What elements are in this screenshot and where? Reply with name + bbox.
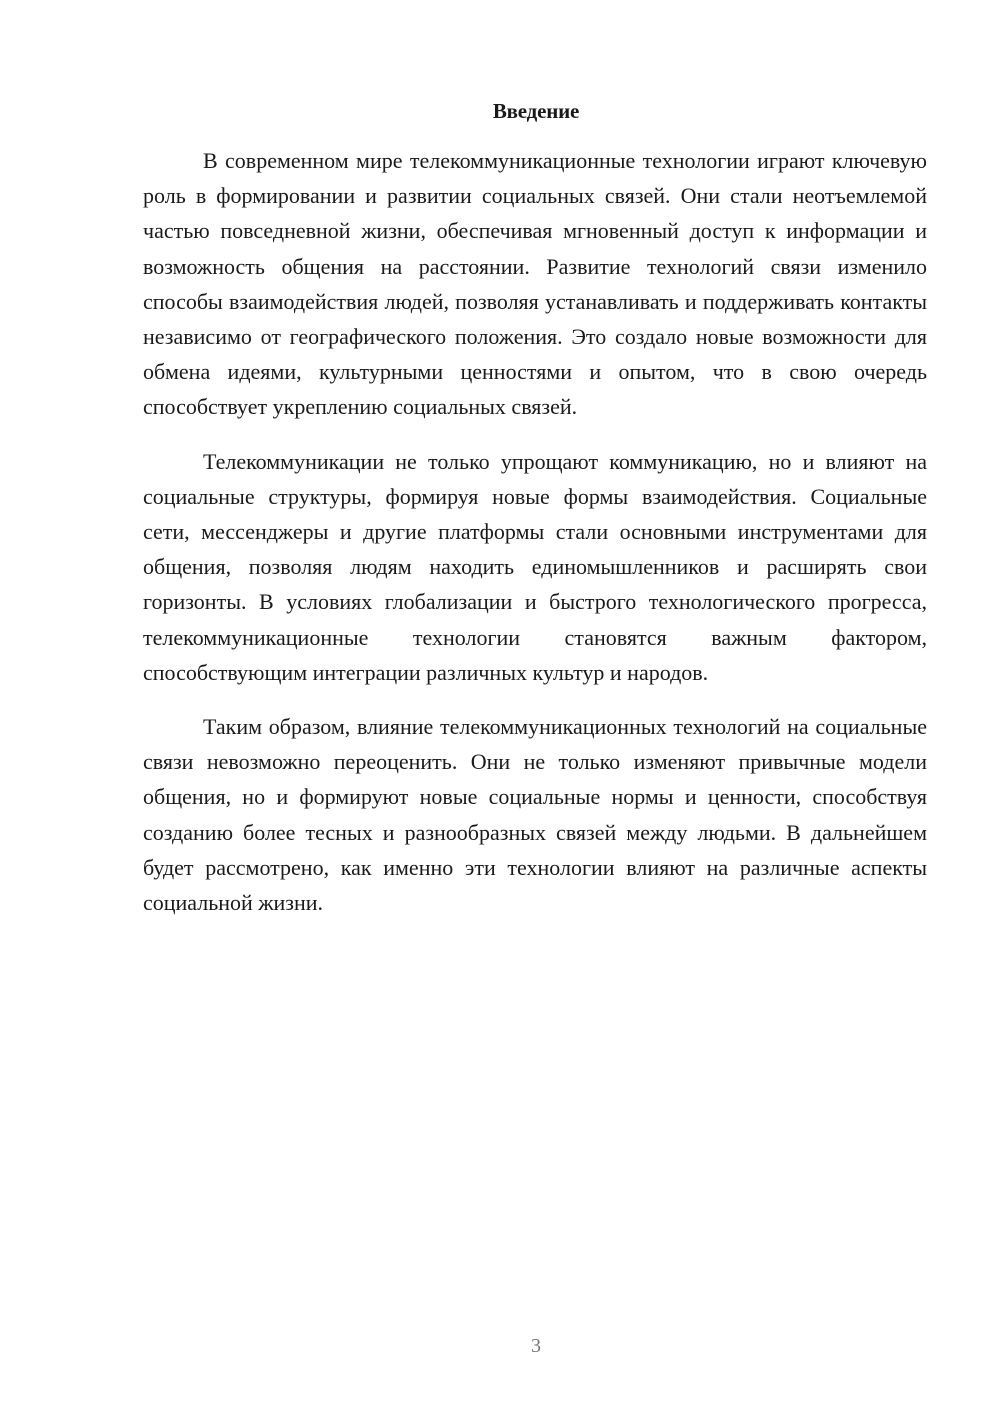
section-heading: Введение [492, 99, 580, 123]
paragraph-1: В современном мире телекоммуникационные технологии играют ключевую роль в формировании и развитии социальных связей. Они стали неотъемлемой частью повседневной жизни, обеспечивая мгновенный доступ к информации и возможность общения на расстоянии. Развитие технологий связи изменило способы взаимодействия людей, позволяя устанавливать и поддерживать контакты независимо от географического положения. Это создало новые возможности для обмена идеями, культурными ценностями и опытом, что в свою очередь способствует укреплению социальных связей. [143, 148, 927, 420]
paragraph-2: Телекоммуникации не только упрощают коммуникацию, но и влияют на социальные структуры, формируя новые формы взаимодействия. Социальные сети, мессенджеры и другие платформы стали основными инструментами для общения, позволяя людям находить единомышленников и расширять свои горизонты. В условиях глобализации и быстрого технологического прогресса, телекоммуникационные технологии становятся важным фактором, способствующим интеграции различных культур и народов. [143, 448, 927, 685]
page-number: 3 [531, 1335, 541, 1357]
paragraph-3: Таким образом, влияние телекоммуникационных технологий на социальные связи невозможно переоценить. Они не только изменяют привычные модели общения, но и формируют новые социальные нормы и ценности, способствуя созданию более тесных и разнообразных связей между людьми. В дальнейшем будет рассмотрено, как именно эти технологии влияют на различные аспекты социальной жизни. [143, 714, 927, 916]
body-text [143, 143, 927, 939]
